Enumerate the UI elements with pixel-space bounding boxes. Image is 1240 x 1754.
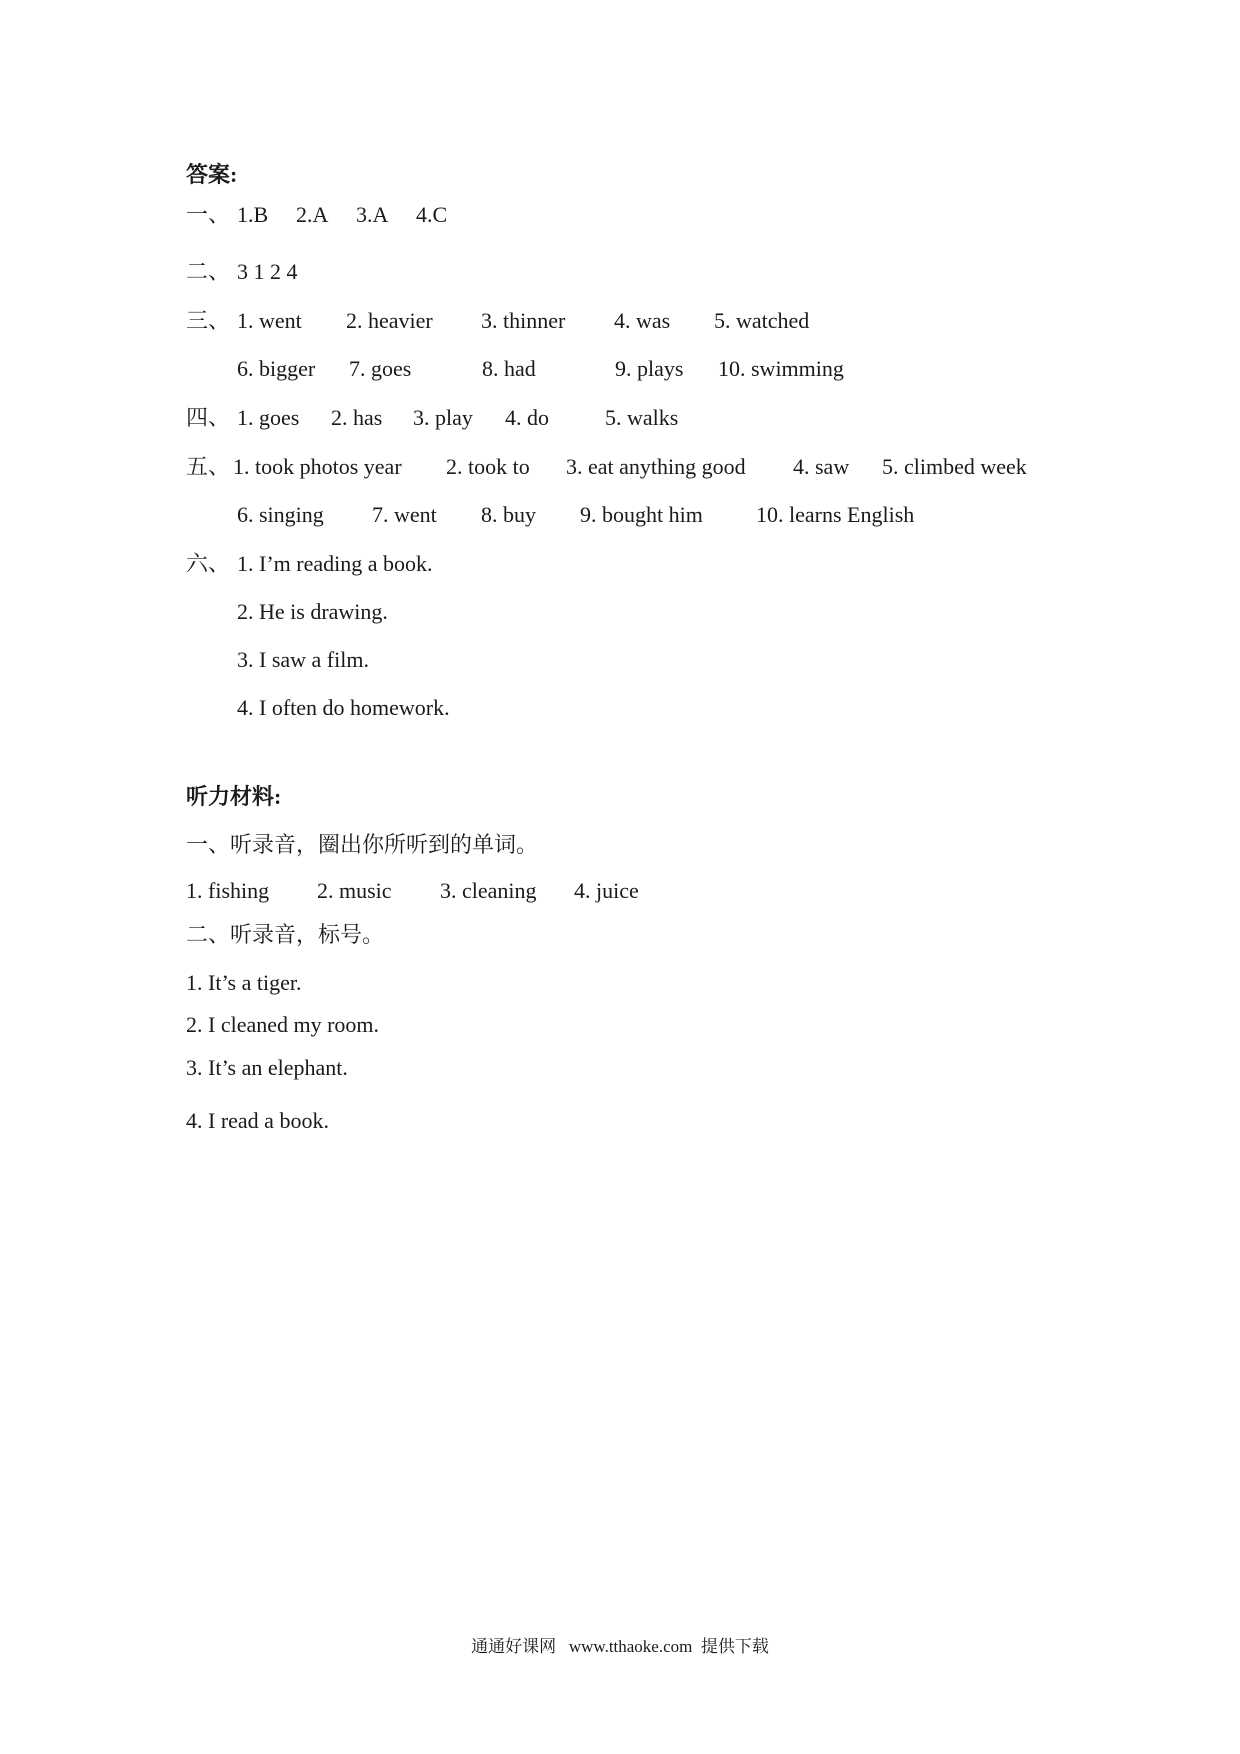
s5-answer: 1. took photos year [233, 454, 402, 479]
s2-answer: 3 1 2 4 [237, 259, 298, 284]
listening-word: 4. juice [574, 878, 639, 903]
section-5-label: 五、 [186, 454, 231, 479]
s5-answer: 7. went [372, 502, 437, 527]
s5-answer: 8. buy [481, 502, 536, 527]
s3-answer: 9. plays [615, 356, 684, 381]
s5-answer: 4. saw [793, 454, 850, 479]
listening-word: 2. music [317, 878, 392, 903]
answers-heading: 答案: [186, 162, 238, 187]
s4-answer: 2. has [331, 405, 383, 430]
s4-answer: 3. play [413, 405, 473, 430]
s6-answer: 4. I often do homework. [237, 695, 450, 720]
s6-answer: 3. I saw a film. [237, 647, 369, 672]
section-4-label: 四、 [186, 405, 231, 430]
listening-part-1-title: 一、听录音，圈出你所听到的单词。 [186, 832, 539, 857]
s5-answer: 6. singing [237, 502, 324, 527]
s6-answer: 2. He is drawing. [237, 599, 388, 624]
s5-answer: 5. climbed week [882, 454, 1027, 479]
s4-answer: 4. do [505, 405, 549, 430]
s1-answer: 1.B [237, 202, 269, 227]
s1-answer: 3.A [356, 202, 389, 227]
s6-answer: 1. I’m reading a book. [237, 551, 433, 576]
s3-answer: 2. heavier [346, 308, 433, 333]
s3-answer: 10. swimming [718, 356, 844, 381]
s4-answer: 5. walks [605, 405, 679, 430]
listening-sentence: 3. It’s an elephant. [186, 1055, 348, 1080]
s3-answer: 5. watched [714, 308, 810, 333]
s3-answer: 1. went [237, 308, 302, 333]
s5-answer: 2. took to [446, 454, 530, 479]
s5-answer: 3. eat anything good [566, 454, 746, 479]
s1-answer: 2.A [296, 202, 329, 227]
s3-answer: 7. goes [349, 356, 412, 381]
listening-heading: 听力材料: [186, 784, 282, 809]
listening-sentence: 4. I read a book. [186, 1108, 329, 1133]
s3-answer: 4. was [614, 308, 671, 333]
s3-answer: 8. had [482, 356, 536, 381]
listening-word: 3. cleaning [440, 878, 537, 903]
section-6-label: 六、 [186, 551, 231, 576]
listening-sentence: 1. It’s a tiger. [186, 970, 302, 995]
s4-answer: 1. goes [237, 405, 300, 430]
listening-sentence: 2. I cleaned my room. [186, 1012, 380, 1037]
s3-answer: 3. thinner [481, 308, 566, 333]
listening-part-2-title: 二、听录音，标号。 [186, 922, 385, 947]
section-2-label: 二、 [186, 259, 231, 284]
s5-answer: 10. learns English [756, 502, 915, 527]
s5-answer: 9. bought him [580, 502, 703, 527]
page-footer: 通通好课网 www.tthaoke.com 提供下载 [471, 1637, 769, 1656]
s3-answer: 6. bigger [237, 356, 316, 381]
section-3-label: 三、 [186, 308, 231, 333]
section-1-label: 一、 [186, 202, 231, 227]
s1-answer: 4.C [416, 202, 448, 227]
listening-word: 1. fishing [186, 878, 270, 903]
